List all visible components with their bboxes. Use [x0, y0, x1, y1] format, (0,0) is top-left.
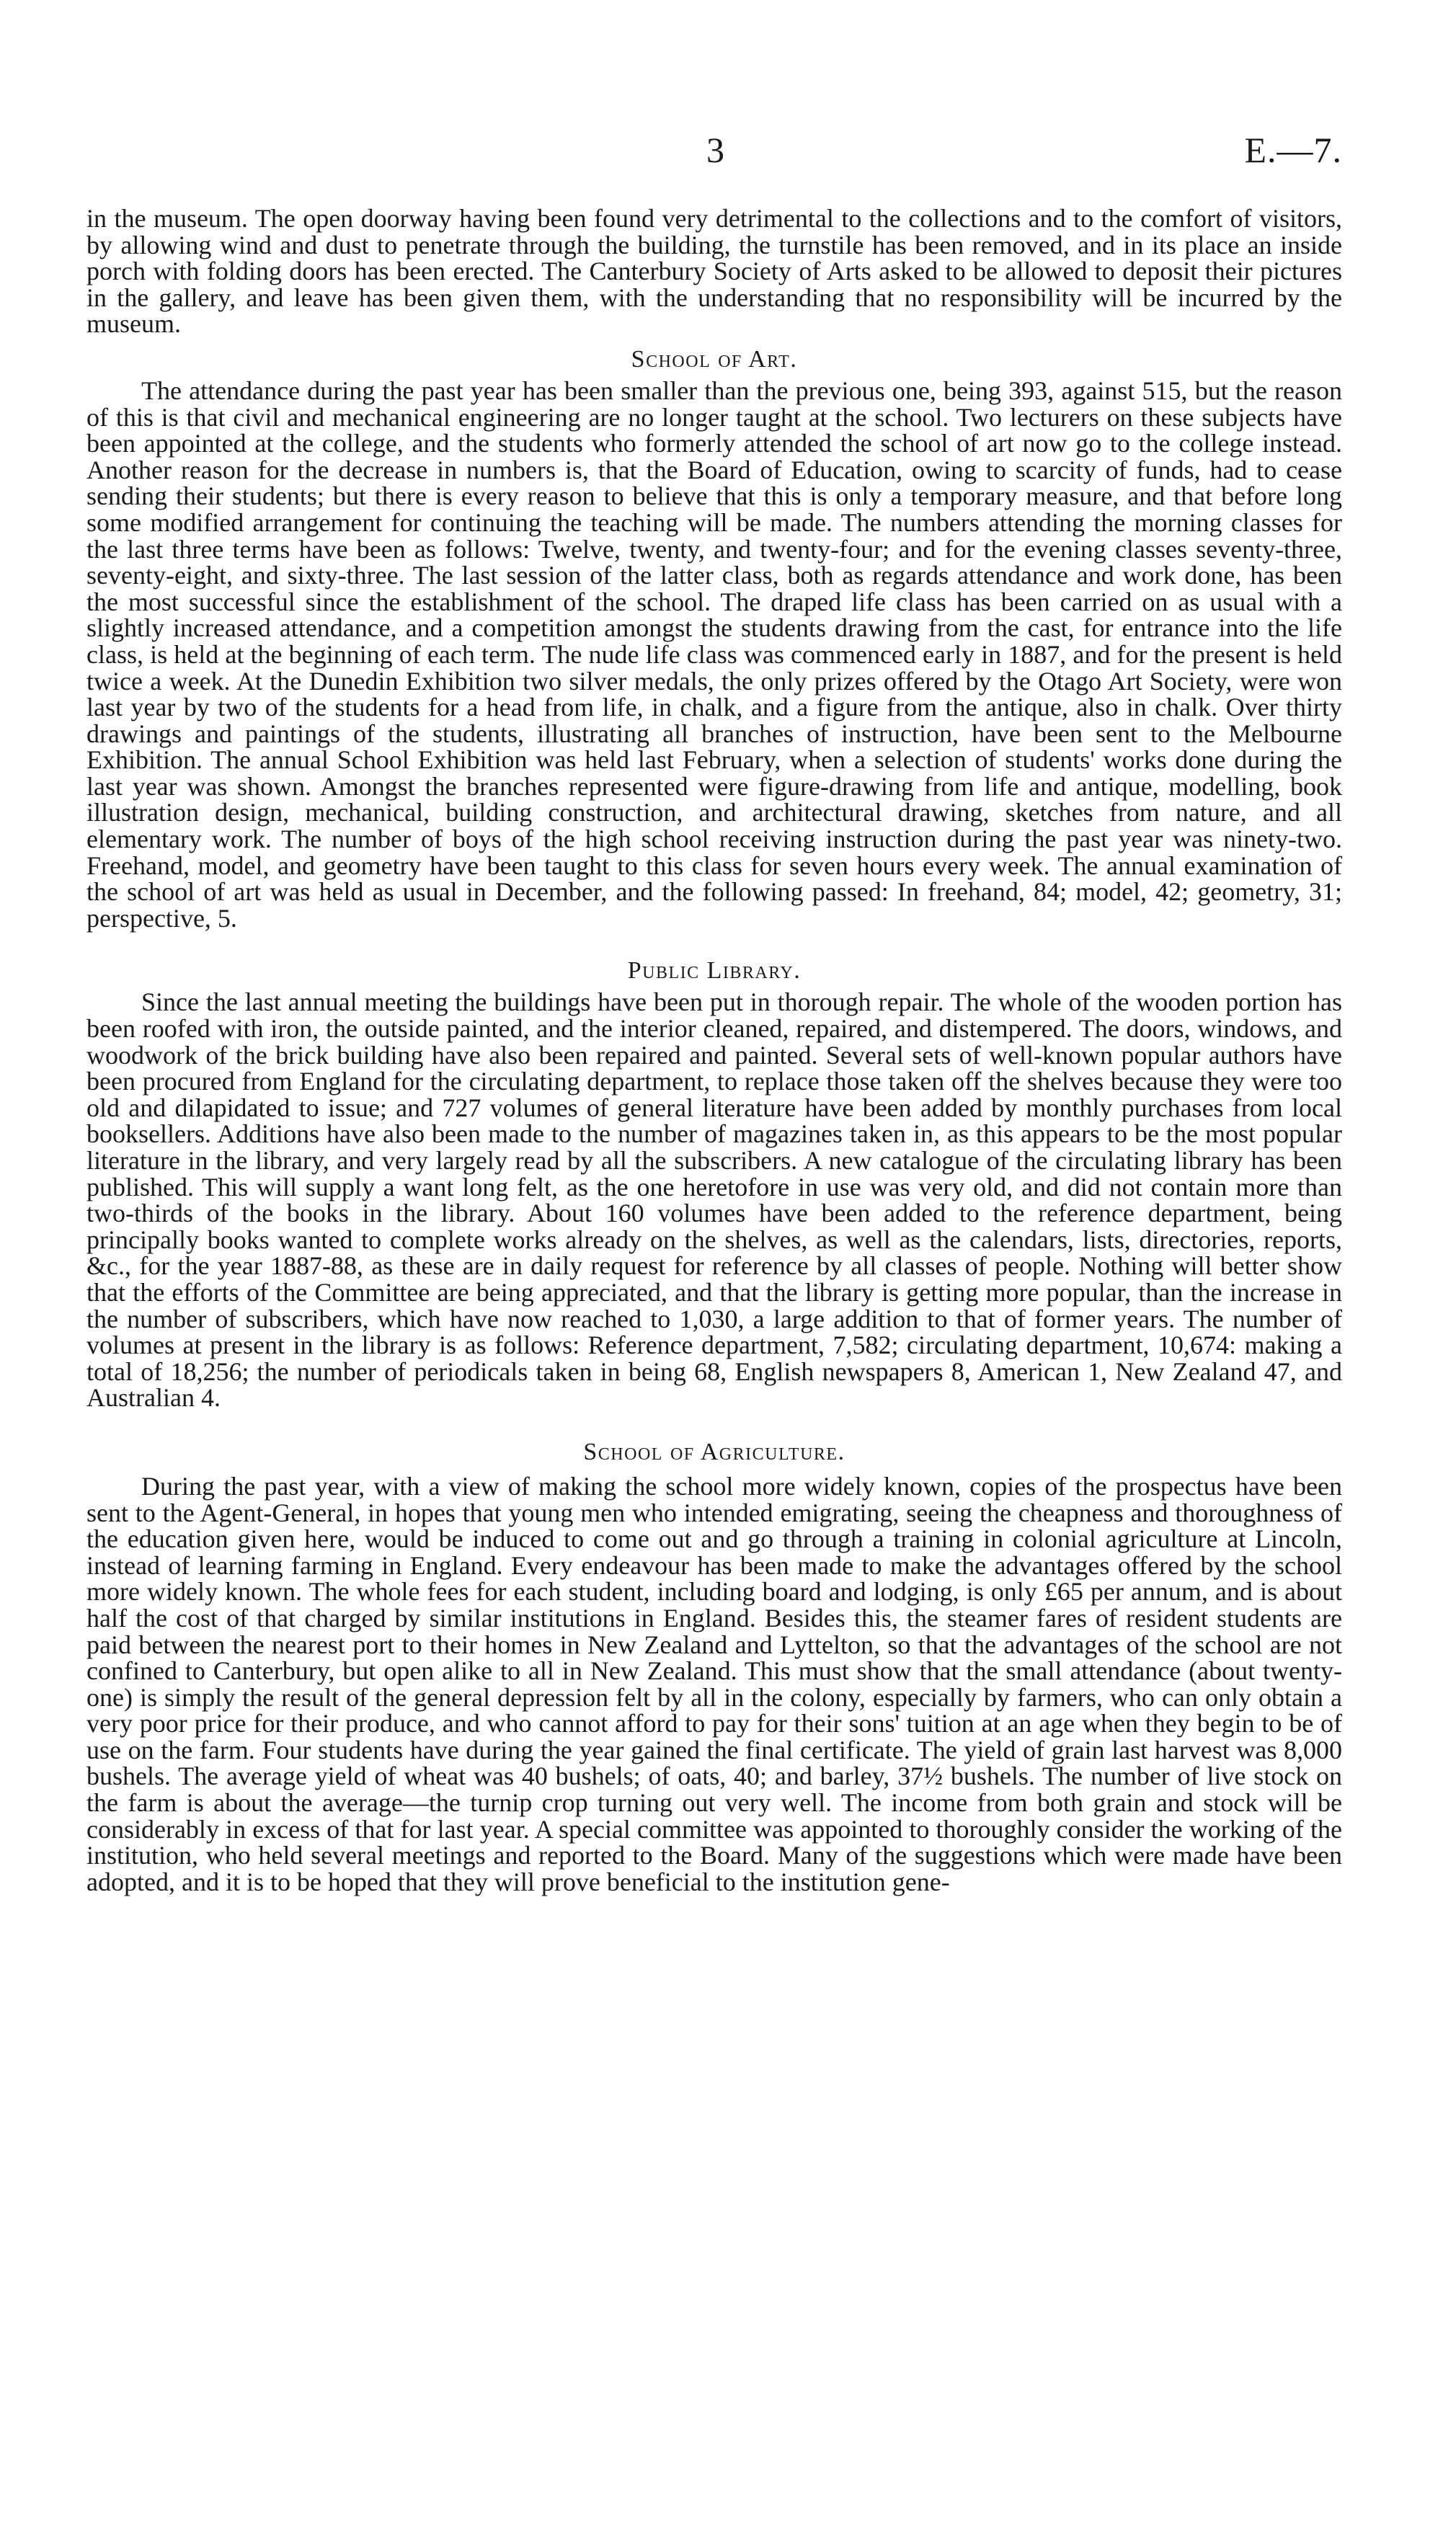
school-of-agriculture-paragraph: During the past year, with a view of making the school more widely known, copies of the prospectus have been sent to the Agent-General, in hopes that young men who intended emigrating, seeing the cheapness and thoroughness of the education given here, would be induced to come out and go through a training in colonial agriculture at Lincoln, instead of learning farming in England. Every endeavour has been made to make the advantages offered by the school more widely known. The whole fees for each student, including board and lodging, is only £65 per annum, and is about half the cost of that charged by similar institutions in England. Besides this, the steamer fares of resident students are paid between the nearest port to their homes in New Zealand and Lyttelton, so that the advantages of the school are not confined to Canterbury, but open alike to all in New Zealand. This must show that the small attendance (about twenty-one) is simply the result of the general depression felt by all in the colony, especially by farmers, who can only obtain a very poor price for their produce, and who cannot afford to pay for their sons' tuition at an age when they begin to be of use on the farm. Four students have during the year gained the final certificate. The yield of grain last harvest was 8,000 bushels. The average yield of wheat was 40 bushels; of oats, 40; and barley, 37½ bushels. The number of live stock on the farm is about the average—the turnip crop turning out very well. The income from both grain and stock will be considerably in excess of that for last year. A special committee was appointed to thoroughly consider the working of the institution, who held several meetings and reported to the Board. Many of the suggestions which were made have been adopted, and it is to be hoped that they will prove beneficial to the institution gene- [86, 1471, 1342, 1896]
section-heading-public-library: Public Library. [627, 957, 802, 985]
public-library-paragraph: Since the last annual meeting the buildings have been put in thorough repair. The whole of the wooden portion has been roofed with iron, the outside painted, and the interior cleaned, repaired, and distempered. The doors, windows, and woodwork of the brick building have also been repaired and painted. Several sets of well-known popular authors have been procured from England for the circulating department, to replace those taken off the shelves because they were too old and dilapidated to issue; and 727 volumes of general literature have been added by monthly purchases from local booksellers. Additions have also been made to the number of magazines taken in, as this appears to be the most popular literature in the library, and very largely read by all the subscribers. A new catalogue of the circulating library has been published. This will supply a want long felt, as the one heretofore in use was very old, and did not contain more than two-thirds of the books in the library. About 160 volumes have been added to the reference department, being principally books wanted to complete works already on the shelves, as well as the calendars, lists, directories, reports, &c., for the year 1887-88, as these are in daily request for reference by all classes of people. Nothing will better show that the efforts of the Committee are being appreciated, and that the library is getting more popular, than the increase in the number of subscribers, which have now reached to 1,030, a large addition to that of former years. The number of volumes at present in the library is as follows: Reference department, 7,582; circulating department, 10,674: making a total of 18,256; the number of periodicals taken in being 68, English newspapers 8, American 1, New Zealand 47, and Australian 4. [86, 987, 1342, 1413]
document-body [86, 205, 1342, 1895]
document-reference: E.—7. [1244, 130, 1342, 170]
page-header [86, 128, 1342, 186]
section-heading-school-of-art: School of Art. [631, 345, 798, 373]
intro-paragraph: in the museum. The open doorway having been found very detrimental to the collections and to the comfort of visitors, by allowing wind and dust to penetrate through the building, the turnstile has been removed, and in its place an inside porch with folding doors has been erected. The Canterbury Society of Arts asked to be allowed to deposit their pictures in the gallery, and leave has been given them, with the understanding that no responsibility will be incurred by the museum. [86, 204, 1342, 339]
section-heading-school-of-agriculture: School of Agriculture. [583, 1438, 845, 1465]
school-of-art-paragraph: The attendance during the past year has been smaller than the previous one, being 393, against 515, but the reason of this is that civil and mechanical engineering are no longer taught at the school. Two lecturers on these subjects have been appointed at the college, and the students who formerly attended the school of art now go to the college instead. Another reason for the decrease in numbers is, that the Board of Education, owing to scarcity of funds, had to cease sending their students; but there is every reason to believe that this is only a temporary measure, and that before long some modified arrangement for continuing the teaching will be made. The numbers attending the morning classes for the last three terms have been as follows: Twelve, twenty, and twenty-four; and for the evening classes seventy-three, seventy-eight, and sixty-three. The last session of the latter class, both as regards attendance and work done, has been the most successful since the establishment of the school. The draped life class has been carried on as usual with a slightly increased attendance, and a competition amongst the students drawing from the cast, for entrance into the life class, is held at the beginning of each term. The nude life class was commenced early in 1887, and for the present is held twice a week. At the Dunedin Exhibition two silver medals, the only prizes offered by the Otago Art Society, were won last year by two of the students for a head from life, in chalk, and a figure from the antique, also in chalk. Over thirty drawings and paintings of the students, illustrating all branches of instruction, have been sent to the Melbourne Exhibition. The annual School Exhibition was held last February, when a selection of students' works done during the last year was shown. Amongst the branches represented were figure-drawing from life and antique, modelling, book illustration design, mechanical, building construction, and architectural drawing, sketches from nature, and all elementary work. The number of boys of the high school receiving instruction during the past year was ninety-two. Freehand, model, and geometry have been taught to this class for seven hours every week. The annual examination of the school of art was held as usual in December, and the following passed: In freehand, 84; model, 42; geometry, 31; perspective, 5. [86, 376, 1342, 933]
page-number: 3 [706, 130, 724, 170]
